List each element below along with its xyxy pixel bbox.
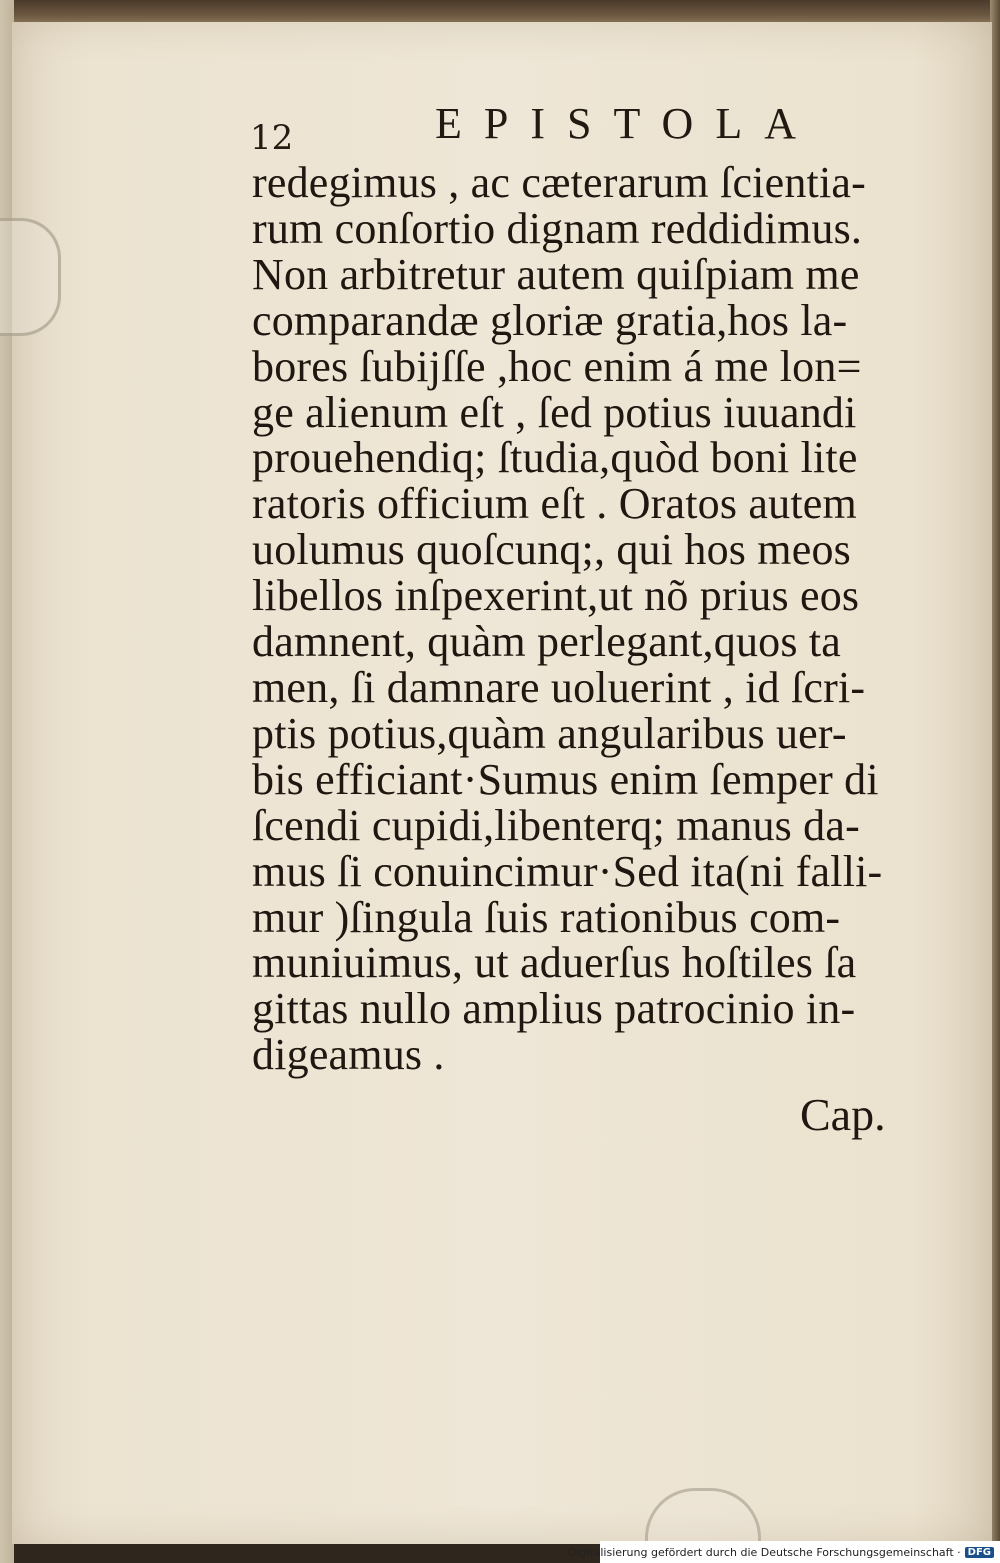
text-line: men, ſi damnare uoluerint , id ſcri- [252,662,866,712]
text-line: rum conſortio dignam reddidimus. [252,203,863,253]
text-line: redegimus , ac cæterarum ſcientia- [252,158,866,207]
text-line: comparandæ gloriæ gratia,hos la- [252,295,848,345]
funding-notice: Digitalisierung gefördert durch die Deutsche Forschungsgemeinschaft · [567,1545,961,1559]
catchword: Cap. [800,1089,886,1140]
text-line: gittas nullo amplius patrocinio in- [252,984,856,1034]
text-line: bis efficiant·Sumus enim ſemper di [252,754,879,804]
text-line: ſcendi cupidi,libenterq; manus da- [252,800,860,850]
text-line: Non arbitretur autem quiſpiam me [252,249,860,299]
text-line: digeamus . [252,1030,445,1080]
digitization-footer [567,1541,1000,1563]
clasp-mark-left [0,218,61,336]
text-line: ptis potius,quàm angularibus uer- [252,708,847,758]
folio-number: 12 [250,118,294,158]
text-line: ge alienum eſt , ſed potius iuuandi [252,387,857,437]
text-line: muniuimus, ut aduerſus hoſtiles ſa [252,938,857,988]
text-line: mus ſi conuincimur·Sed ita(ni falli- [252,846,883,896]
text-line: damnent, quàm perlegant,quos ta [252,617,842,667]
text-line: ratoris officium eſt . Oratos autem [252,479,857,529]
page-header [250,98,900,158]
text-line: bores ſubijſſe ,hoc enim á me lon= [252,341,862,391]
binding-top-edge [0,0,1000,24]
text-line: mur )ſingula ſuis rationibus com- [252,892,841,942]
running-head: EPISTOLA [435,99,818,148]
body-text [252,160,912,1078]
dfg-logo-icon: DFG [965,1547,994,1558]
text-line: uolumus quoſcunq;, qui hos meos [252,525,851,575]
text-line: libellos inſpexerint,ut nõ prius eos [252,571,860,621]
text-line: prouehendiq; ſtudia,quòd boni lite [252,433,858,483]
